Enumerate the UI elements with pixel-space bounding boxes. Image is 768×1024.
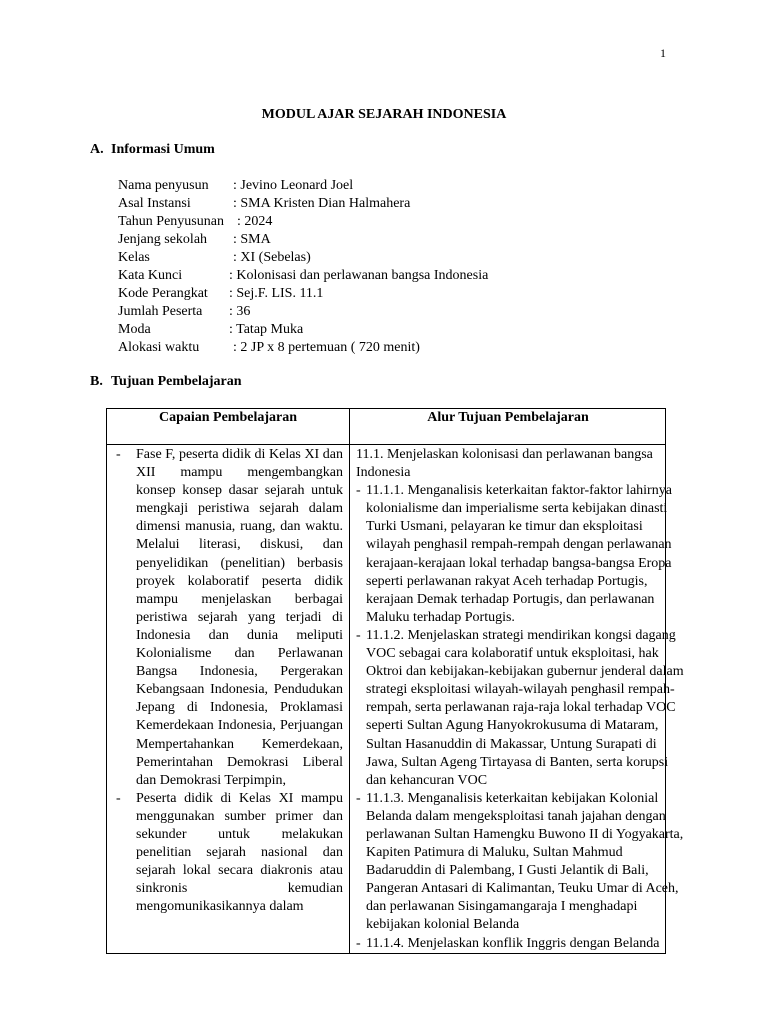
info-label: Nama penyusun — [118, 178, 209, 193]
section-a-letter: A. — [90, 142, 104, 157]
info-value: : SMA Kristen Dian Halmahera — [233, 196, 411, 211]
atp-item-line: seperti Sultan Agung Hanyokrokusuma di Mataram, — [366, 718, 659, 734]
atp-item-line: kerajaan Demak terhadap Portugis, dan perlawanan — [366, 591, 655, 607]
bullet-dash: - — [356, 935, 361, 951]
atp-item-line: Maluku terhadap Portugis. — [366, 609, 515, 625]
atp-item-line: seperti perlawanan rakyat Aceh terhadap Portugis, — [366, 573, 648, 589]
atp-item-line: dan kehancuran VOC — [366, 772, 488, 788]
atp-item-line: 11.1.2. Menjelaskan strategi mendirikan kongsi dagang — [366, 627, 676, 643]
atp-item — [356, 482, 672, 627]
info-label: Alokasi waktu — [118, 340, 200, 355]
header-divider — [107, 444, 665, 445]
atp-item-line: kebijakan kolonial Belanda — [366, 917, 520, 933]
info-value: : 2 JP x 8 pertemuan ( 720 menit) — [233, 340, 420, 355]
cp-list — [107, 446, 349, 916]
atp-item-line: Pangeran Antasari di Kalimantan, Teuku Umar di Aceh, — [366, 881, 679, 897]
bullet-dash: - — [116, 447, 121, 462]
atp-item-line: Jawa, Sultan Ageng Tirtayasa di Banten, serta korupsi — [366, 754, 669, 770]
column-divider — [349, 409, 350, 953]
info-label: Asal Instansi — [118, 196, 191, 211]
section-a-title: Informasi Umum — [111, 142, 215, 157]
section-b-title: Tujuan Pembelajaran — [111, 374, 242, 389]
header-capaian-pembelajaran: Capaian Pembelajaran — [158, 410, 298, 425]
info-value: : Tatap Muka — [229, 322, 304, 337]
bullet-dash: - — [356, 790, 361, 806]
atp-item-line: VOC sebagai cara kolaboratif untuk eksploitasi, hak — [366, 646, 659, 662]
atp-item-line: Kapiten Patimura di Maluku, Sultan Mahmud — [366, 845, 623, 861]
info-label: Tahun Penyusunan — [118, 214, 224, 229]
header-alur-tujuan-pembelajaran: Alur Tujuan Pembelajaran — [427, 410, 589, 425]
info-label: Jenjang sekolah — [118, 232, 208, 247]
bullet-dash: - — [116, 790, 121, 806]
cp-item-text: Peserta didik di Kelas XI mampu menggunakan sumber primer dan sekunder untuk melakukan penelitian sejarah nasional dan sejarah lokal secara diakronis atau sinkronis kemudian mengomunikasikannya dalam — [136, 790, 343, 915]
atp-item-line: Belanda dalam mengeksploitasi tanah jajahan dengan — [366, 808, 666, 824]
info-value: : 2024 — [237, 214, 273, 229]
atp-item-line: Turki Usmani, pelayaran ke timur dan eksploitasi — [366, 519, 643, 535]
info-value: : Kolonisasi dan perlawanan bangsa Indonesia — [229, 268, 489, 283]
section-a-heading — [90, 142, 215, 158]
atp-item-line: 11.1.4. Menjelaskan konflik Inggris dengan Belanda — [366, 935, 660, 951]
page-number: 1 — [660, 46, 666, 60]
atp-item — [356, 935, 666, 953]
document-title: MODUL AJAR SEJARAH INDONESIA — [261, 107, 507, 122]
objectives-table — [106, 408, 684, 954]
atp-item-line: Badaruddin di Palembang, I Gusti Jelantik di Bali, — [366, 863, 649, 879]
bullet-dash: - — [356, 483, 361, 499]
atp-item — [356, 627, 684, 790]
atp-item-line: kolonialisme dan imperialisme serta kebijakan dinasti — [366, 501, 668, 517]
atp-item-line: Oktroi dan kebijakan-kebijakan gubernur jenderal dalam — [366, 664, 684, 680]
atp-item-line: kerajaan-kerajaan lokal terhadap bangsa-bangsa Eropa — [366, 555, 672, 571]
info-value: : SMA — [233, 232, 271, 247]
info-label: Jumlah Peserta — [118, 304, 203, 319]
info-value: : Jevino Leonard Joel — [233, 178, 354, 193]
cp-item — [107, 790, 349, 917]
atp-item — [356, 790, 684, 935]
info-value: : XI (Sebelas) — [233, 250, 311, 265]
atp-item-line: wilayah penghasil rempah-rempah dengan perlawanan — [366, 537, 672, 553]
cp-item — [107, 446, 349, 790]
atp-item-line: 11.1.1. Menganalisis keterkaitan faktor-faktor lahirnya — [366, 483, 672, 499]
section-b-heading — [90, 374, 242, 390]
atp-item-line: strategi eksploitasi wilayah-wilayah penghasil rempah- — [366, 682, 675, 698]
info-value: : 36 — [229, 304, 251, 319]
atp-item-line: dan perlawanan Sisingamangaraja I menghadapi — [366, 899, 638, 915]
section-b-letter: B. — [90, 374, 103, 389]
bullet-dash: - — [356, 627, 361, 643]
info-value: : Sej.F. LIS. 11.1 — [229, 286, 324, 301]
atp-intro: 11.1. Menjelaskan kolonisasi dan perlawanan bangsa Indonesia — [356, 447, 653, 481]
info-label: Kata Kunci — [118, 268, 183, 283]
atp-item-line: Sultan Hasanuddin di Makassar, Untung Surapati di — [366, 736, 657, 752]
cp-item-text: Fase F, peserta didik di Kelas XI dan XII mampu mengembangkan konsep konsep dasar sejarah untuk mengkaji peristiwa sejarah dalam dimensi manusia, ruang, dan waktu. Melalui literasi, diskusi, dan penyelidikan (penelitian) berbasis proyek kolaboratif peserta didik mampu menjelaskan berbagai peristiwa sejarah yang terjadi di Indonesia dan dunia meliputi Kolonialisme dan Perlawanan Bangsa Indonesia, Pergerakan Kebangsaan Indonesia, Pendudukan Jepang di Indonesia, Proklamasi Kemerdekaan Indonesia, Perjuangan Mempertahankan Kemerdekaan, Pemerintahan Demokrasi Liberal dan Demokrasi Terpimpin, — [136, 447, 343, 788]
info-label: Kode Perangkat — [118, 286, 208, 301]
atp-item-line: rempah, serta perlawanan raja-raja lokal terhadap VOC — [366, 700, 676, 716]
atp-item-line: perlawanan Sultan Hamengku Buwono II di Yogyakarta, — [366, 826, 684, 842]
info-label: Moda — [118, 322, 151, 337]
info-label: Kelas — [118, 250, 150, 265]
atp-list — [356, 446, 684, 953]
atp-item-line: 11.1.3. Menganalisis keterkaitan kebijakan Kolonial — [366, 790, 659, 806]
